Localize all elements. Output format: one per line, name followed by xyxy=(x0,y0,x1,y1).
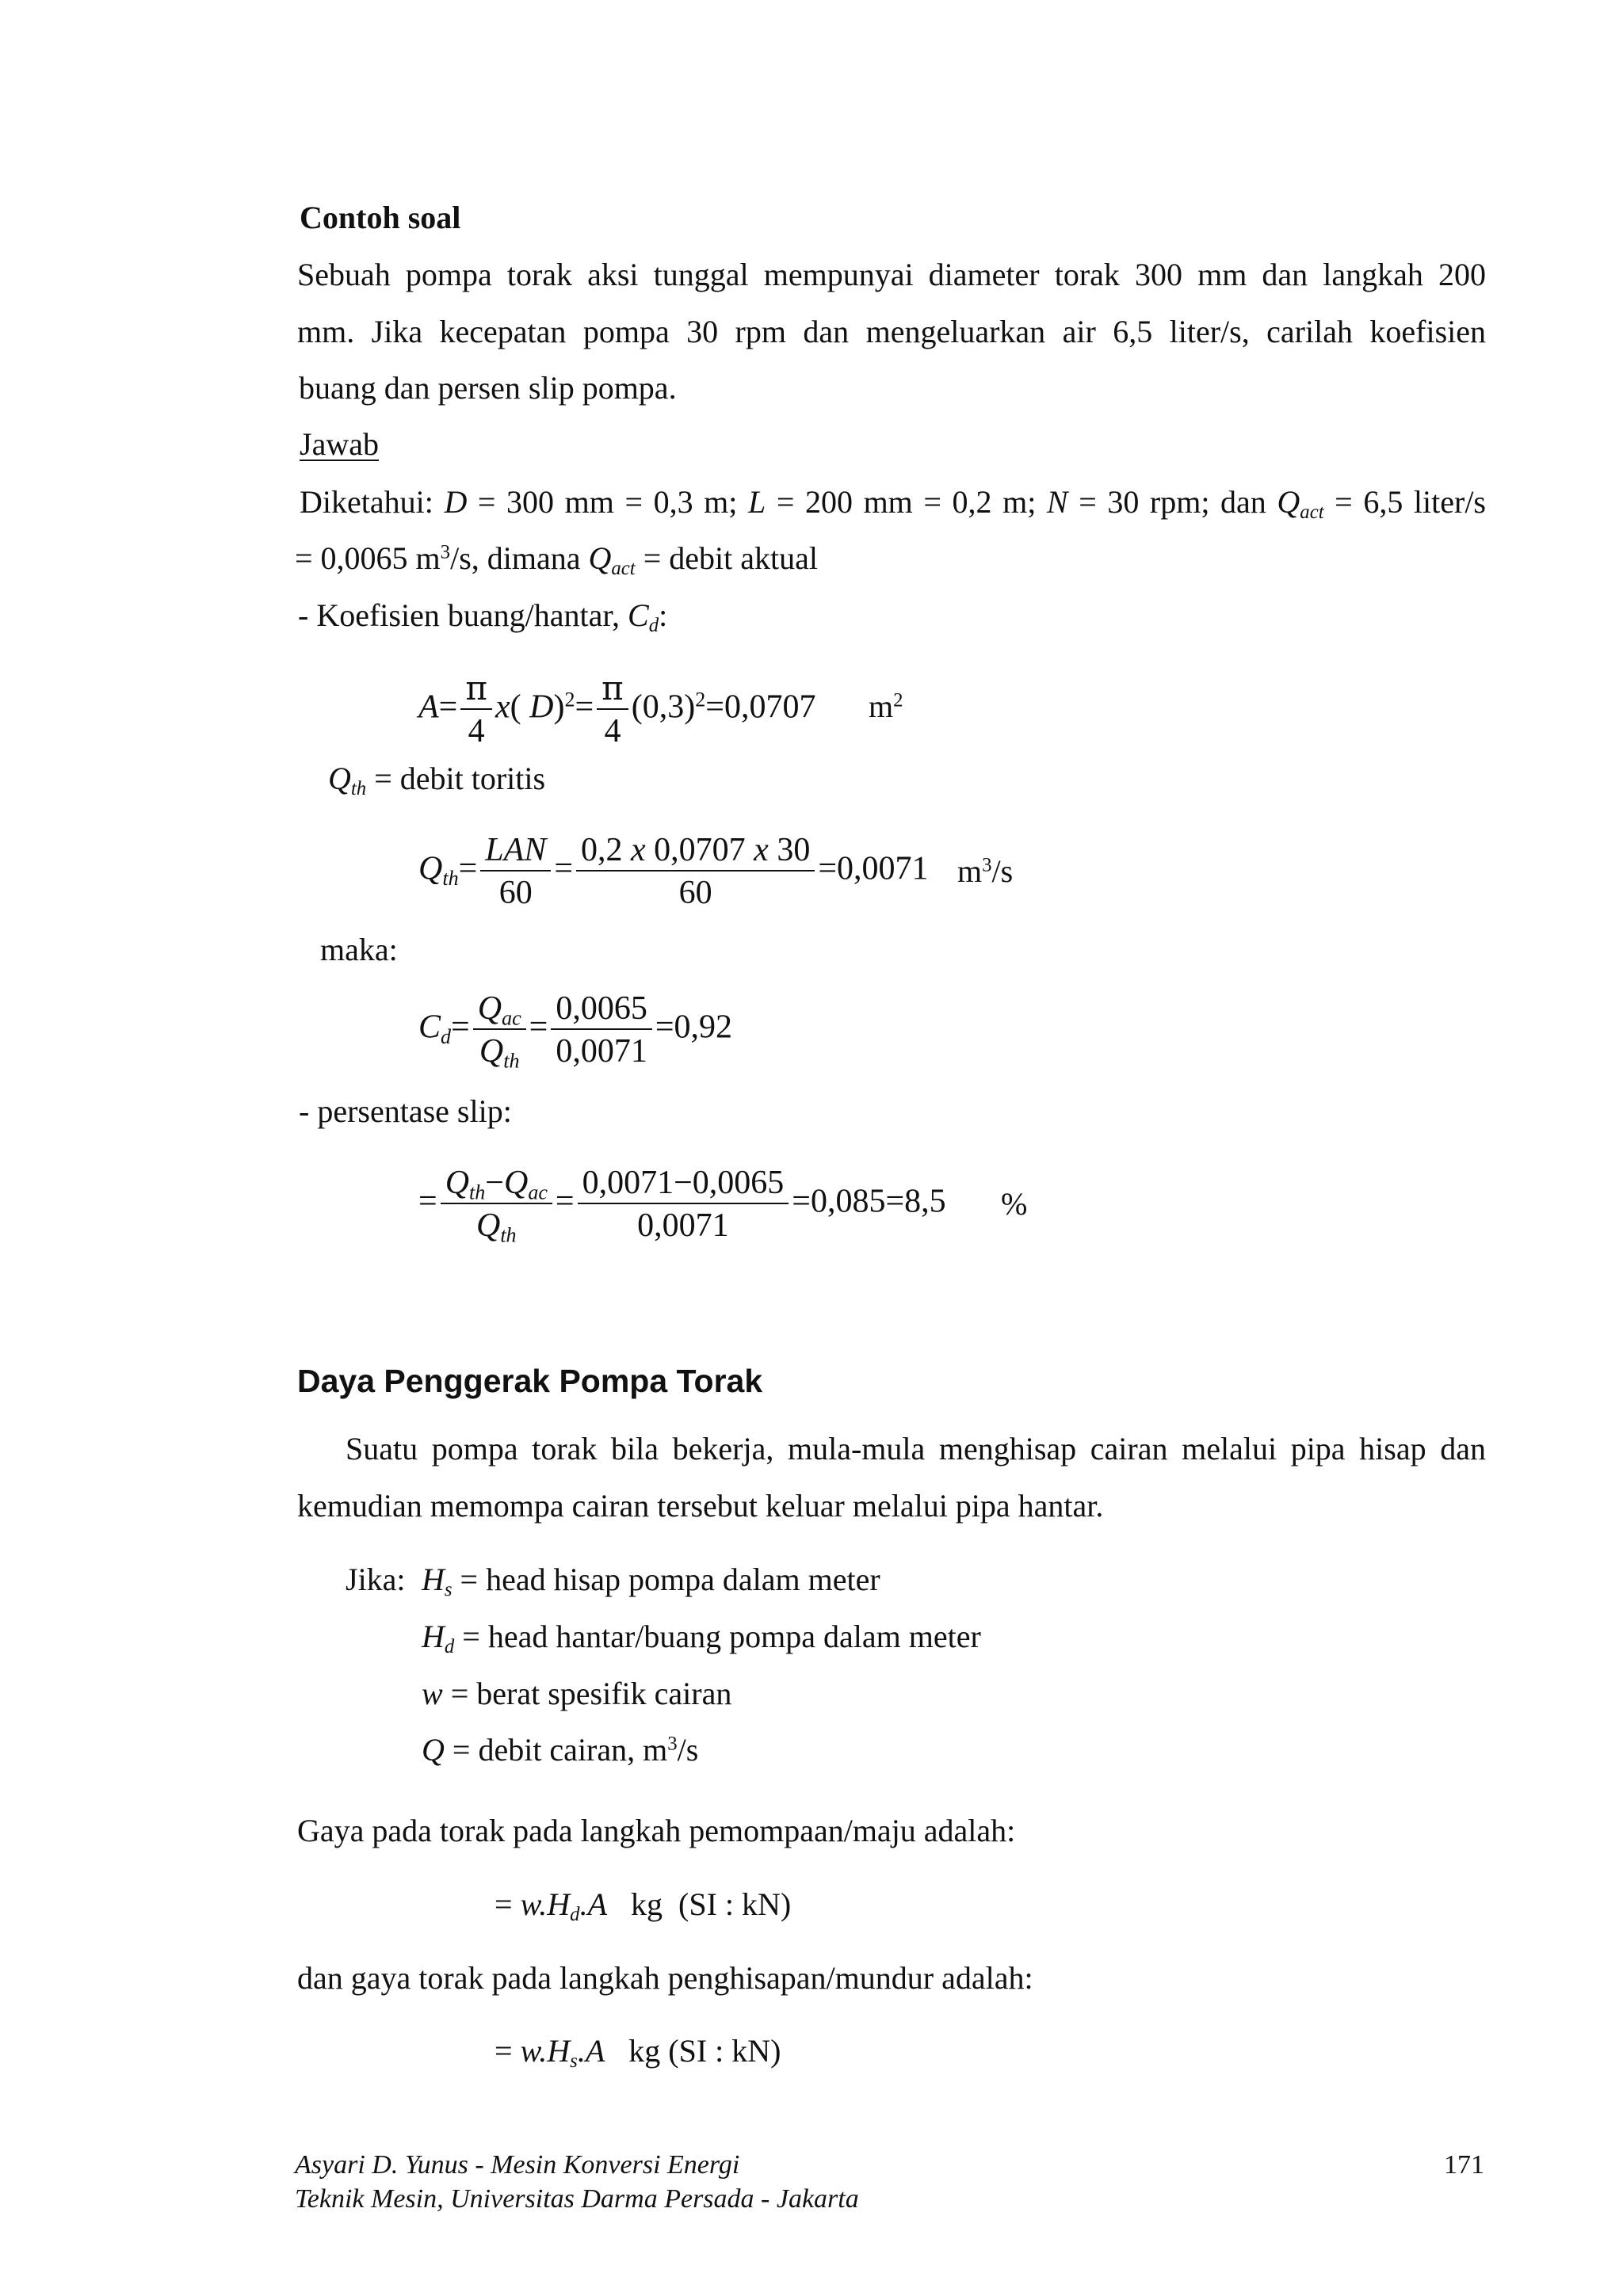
qth-unit: $m^3/s$ xyxy=(957,853,1014,889)
maka-label: maka: xyxy=(320,932,398,967)
definition-hs: $H_s$ = head hisap pompa dalam meter xyxy=(422,1562,880,1600)
known-values-line-2: = 0,0065 $m^3/s$, dimana $Q_{act}$ = debit aktual xyxy=(295,540,818,579)
equation-area: A= $\frac{\pi}{4}$ x( D)$^2$= $\frac{\pi}{4}$ $(0,3)^2=0,0707$ xyxy=(418,669,816,749)
jika-label: Jika: xyxy=(346,1562,406,1597)
force-suck-equation: = $w.H_s.A$ kg (SI : kN) xyxy=(495,2033,781,2072)
page-number: 171 xyxy=(1444,2150,1484,2180)
section-heading: Daya Penggerak Pompa Torak xyxy=(297,1363,763,1399)
section-para-line-2: kemudian memompa cairan tersebut keluar melalui pipa hantar. xyxy=(297,1488,1104,1524)
section-para-line-1: Suatu pompa torak bila bekerja, mula-mula menghisap cairan melalui pipa hisap dan xyxy=(346,1431,1486,1466)
equation-qth: $Q_{th}=$ $\frac{\text{LAN}}{60}$ = $\frac{0,2 x 0,0707 x 30}{60}$ =0,0071 xyxy=(418,832,929,911)
equation-slip: = $\frac{Q_{th}-Q_{ac}}{Q_{th}}$ = $\frac{0,0071-0,0065}{0,0071}$ =0,085=8,5 xyxy=(418,1165,946,1247)
answer-label: Jawab xyxy=(300,426,379,462)
example-title: Contoh soal xyxy=(300,200,461,235)
slip-unit: % xyxy=(1001,1186,1028,1222)
problem-line-1: Sebuah pompa torak aksi tunggal mempunyai diameter torak 300 mm dan langkah 200 xyxy=(297,257,1486,292)
force-push-text: Gaya pada torak pada langkah pemompaan/maju adalah: xyxy=(297,1813,1016,1848)
slip-label: - persentase slip: xyxy=(299,1093,512,1129)
force-push-equation: = $w.H_d.A$ kg (SI : kN) xyxy=(495,1886,792,1925)
equation-cd: $C_d=$ $\frac{Q_{ac}}{Q_{th}}$ = $\frac{0,0065}{0,0071}$ =0,92 xyxy=(418,990,733,1073)
footer-affiliation: Teknik Mesin, Universitas Darma Persada - Jakarta xyxy=(295,2184,859,2214)
definition-w: w = berat spesifik cairan xyxy=(422,1676,732,1711)
definition-hd: $H_d$ = head hantar/buang pompa dalam meter xyxy=(422,1619,981,1657)
area-unit: $m^2$ xyxy=(869,688,903,724)
problem-line-2: mm. Jika kecepatan pompa 30 rpm dan mengeluarkan air 6,5 liter/s, carilah koefisien xyxy=(297,314,1486,349)
cd-label: - Koefisien buang/hantar, $C_d$: xyxy=(298,597,668,636)
footer-author: Asyari D. Yunus - Mesin Konversi Energi xyxy=(295,2150,740,2180)
qth-definition: $Q_{th}$ = debit toritis xyxy=(328,761,546,799)
force-suck-text: dan gaya torak pada langkah penghisapan/mundur adalah: xyxy=(297,1960,1033,1996)
definition-q: Q = debit cairan, $m^3/s$ xyxy=(422,1732,699,1768)
problem-line-3: buang dan persen slip pompa. xyxy=(299,370,677,406)
known-values-line: Diketahui: D = 300 mm = 0,3 m; L = 200 mm = 0,2 m; N = 30 rpm; dan $Q_{act} = 6,5$ liter/s xyxy=(300,484,1487,523)
